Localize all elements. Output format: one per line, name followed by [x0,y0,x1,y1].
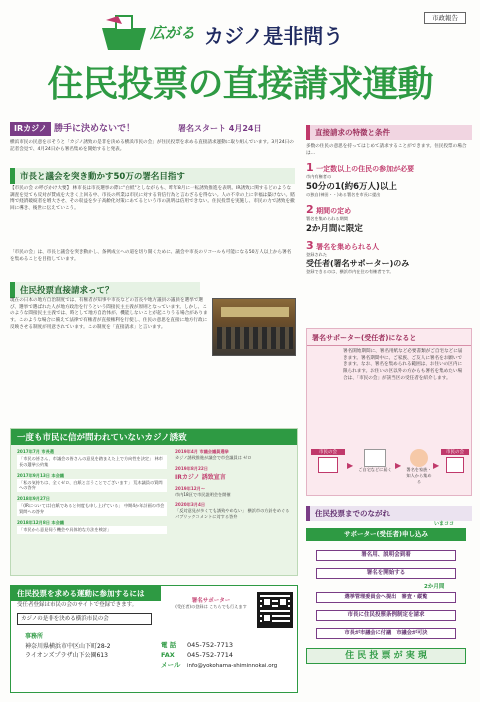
contact-title: 住民投票を求める運動に参加するには [11,586,161,601]
features-intro: 多数の住民の意思を持ってはじめて請求することができます。住民投票の場合は… [306,144,467,156]
header [0,0,480,110]
subtitle: カジノ是非問う [204,24,344,48]
assembly-photo [212,298,296,356]
feature-item-2: 2 期間の定め 署名を集められる期間 2か月間に限定 [306,203,363,234]
process-step: 署名用、説明会到着 [316,550,456,561]
process-duration: 2か月間 [424,584,445,590]
process [306,506,472,696]
flow-node: 市民の会 [311,449,345,473]
ballot-box-icon [96,14,152,54]
contact-box [10,585,298,693]
process-step: 選挙管理委員会へ提出 審査・縦覧 [316,592,456,603]
now-here-note: いまココ [434,521,455,527]
process-step: 市長が市議会に付議 市議会が可決 [316,628,456,639]
process-title: 住民投票までのながれ [306,506,472,521]
section2-body: 現在の日本の地方自治制度では、有権者が知事や市長などの首長や地方議員の議員を選挙で選び、選挙で選ばれた人が地方政治を行うという間接民主主義が原則となっています。しかし、このような間接民主主義では、時として地方自治体が、機能しないことが起こりうる場合があります。このような場合に備えて法律で有権者が直接権利を行使し、住民の意思を直接に地方行政に反映させる制度が用意されています。この制度を「直接請求」と言います。 [10,298,208,330]
supporter-title: 署名サポーター(受任者)になると [307,329,471,346]
section3-title: 一度も市民に信が問われていないカジノ誘致 [11,429,297,445]
flow-node: 署名を家族・知人から集める [405,449,433,485]
section1-body2: 「市民の会」は、市長と議会を突き動かし、条例成立への道を切り開くために、議会や市長のリコールも可能になる50万人以上から署名を集めることを目指しています。 [10,250,292,262]
timeline-item: 2019年4月 市議会議員選挙 カジノ誘致推進が議会で市会議員は ゼロ [175,449,252,460]
timeline-item: 2017年9月13日 本会議 「私の気持ちは、全くゼロ、白紙と言うことでございます」 荒木議員の質問への答弁 [17,473,167,493]
intro-body: 横浜市民の民意を示そうと「カジノ誘致の是非を決める横浜市民の会」が住民投票を求める直接請求運動に取り組んでいます。3月24日の記者会見で、4月24日から署名集めを開始すると発表。 [10,140,294,152]
arrow-right-icon: ▶ [433,461,440,470]
timeline-item: 2018年12月8日 本会議 「市民から意見伺う機会や具体的な方法を検討」 [17,520,167,534]
section1-body1: 【市民の会 の呼びかけ大要】 林市長は市長選挙の際に"白紙"としながらも、昨年8月に一転誘致推進を表明。IR誘致に関するどのような調査を見ても反対が賛成を大きく上回る中、市長の所業は市民に対する背信行為と言わざるを得ない。人の不幸の上に幸福は築けない。賭博で経済破綻者を増大させ、その収益を少子高齢化対策にあてるという市の説明は信用できない。住民投票を実施し、市民の力で誘致を撤回に導き、後世に伝えていこう。 [10,186,295,211]
ir-label: IRカジノ [10,122,51,136]
timeline-item: 2019年12月～ 市内18区で市民説明会を開催 [175,485,231,497]
supporter-box [306,328,472,496]
process-final: 住 民 投 票 が 実 現 [306,648,466,664]
timeline-item: 2019年8月22日 IRカジノ 誘致宣言 [175,465,226,481]
contact-text: 受任者登録は市民の会のサイトで登録できます。 [17,602,138,608]
process-step: サポーター(受任者)申し込み [306,528,466,541]
intro-banner [10,122,295,136]
tagline: 広がる [150,24,196,42]
process-step: 市長に住民投票条例制定を請求 [316,610,456,621]
office-info: 事務所 神奈川県横浜市中区山下町28-2 ライオンズプラザ山下公園613 [25,633,111,660]
badge-text: 市政報告 [432,14,458,22]
slogan: 勝手に決めないで！ [54,124,136,134]
process-step: 署名を開始する [316,568,456,579]
arrow-right-icon: ▶ [395,461,402,470]
section1-title: 市長と議会を突き動かす50万の署名目指す [10,168,295,184]
flow-node: 市民の会 [441,449,469,473]
supporter-flow [311,449,469,493]
search-box[interactable]: カジノの是非を決める横浜市民の会 [17,613,152,625]
arrow-right-icon: ▶ [347,461,354,470]
main-title: 住民投票の直接請求運動 [47,64,433,105]
signature-label: 署名サポーター (受任者)の登録は こちらでも行えます [175,598,247,609]
feature-item-1: 1 一定数以上の住民の参加が必要 市内有権者の 50分の1(約6万人)以上 の独自(神田・・)ある署名を市長に提出 [306,161,415,198]
timeline-item: 2020年3月4日 「反対意見が多くても誘致やめない」 横浜市の方針をめぐるパブリックコメントに対する答弁 [175,502,290,520]
timeline-left [17,449,167,534]
flow-node: ご自宅などに届く [357,449,393,473]
features [306,125,472,275]
phone-info: 電 話 045-752-7713 FAX 045-752-7714 メール info@yokohama-shiminnokai.org [161,641,278,670]
section2-title: 住民投票直接請求って？ [10,282,200,298]
section3 [10,428,298,576]
qr-code[interactable] [257,592,293,628]
timeline-item: 2017年7月 市長選 「市民の皆さん、市議会の皆さんの意見を踏まえた上で方向性を決定」 林市長の選挙公約集 [17,449,167,469]
feature-item-3: 3 署名を集められる人 登録された 受任者(署名サポーター)のみ 登録できるのは、横浜市内在住の有権者です。 [306,238,410,274]
supporter-body: 署名開始期間に、署名用紙など必要書類がご自宅などに届きます。署名期間中に、ご家族、ご友人に署名をお願いできます。なお、署名を集められる範囲は、お住いの区内に限られます。お住いの区以外の方からも署名を集めたい場合は、「市民の会」が該当区の受任者を紹介します。 [343,349,463,381]
features-title: 直接請求の特徴と条件 [306,125,472,140]
timeline-right [175,449,293,520]
start-label: 署名スタート 4月24日 [178,124,262,133]
timeline-item: 2018年9月27日 「(IRについては)白紙であると何度も申し上げている」 中期4か年計画の市会質問への答弁 [17,496,167,516]
